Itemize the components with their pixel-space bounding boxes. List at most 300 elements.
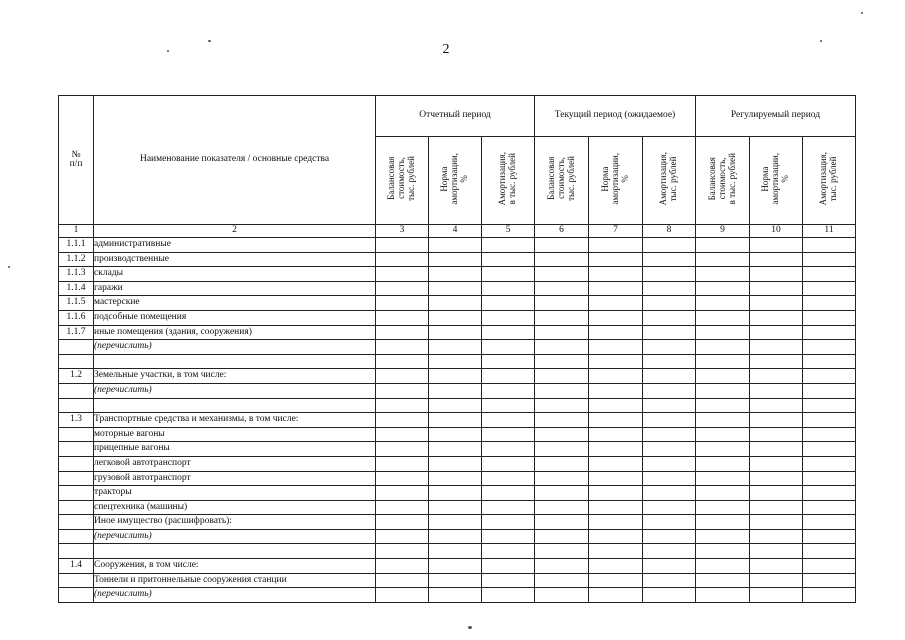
value-cell[interactable] <box>589 559 643 574</box>
value-cell[interactable] <box>589 588 643 603</box>
value-cell[interactable] <box>750 267 803 282</box>
value-cell[interactable] <box>535 267 589 282</box>
value-cell[interactable] <box>589 529 643 544</box>
column-number: 10 <box>750 225 803 238</box>
value-cell[interactable] <box>429 252 482 267</box>
value-cell[interactable] <box>535 471 589 486</box>
value-cell[interactable] <box>376 296 429 311</box>
value-cell[interactable] <box>589 515 643 530</box>
value-cell[interactable] <box>429 559 482 574</box>
value-cell[interactable] <box>643 267 696 282</box>
value-cell[interactable] <box>429 281 482 296</box>
value-cell[interactable] <box>429 573 482 588</box>
value-cell[interactable] <box>696 471 750 486</box>
value-cell[interactable] <box>376 398 429 413</box>
row-name: иные помещения (здания, сооружения) <box>94 325 376 340</box>
value-cell[interactable] <box>482 398 535 413</box>
value-cell[interactable] <box>750 515 803 530</box>
value-cell[interactable] <box>376 267 429 282</box>
column-number: 9 <box>696 225 750 238</box>
value-cell[interactable] <box>803 413 856 428</box>
value-cell[interactable] <box>696 559 750 574</box>
value-cell[interactable] <box>750 529 803 544</box>
value-cell[interactable] <box>535 442 589 457</box>
table-row <box>59 442 856 457</box>
value-cell[interactable] <box>376 515 429 530</box>
value-cell[interactable] <box>589 413 643 428</box>
value-cell[interactable] <box>750 383 803 398</box>
row-name: Сооружения, в том числе: <box>94 559 376 574</box>
value-cell[interactable] <box>429 515 482 530</box>
value-cell[interactable] <box>535 456 589 471</box>
value-cell[interactable] <box>482 573 535 588</box>
column-number: 3 <box>376 225 429 238</box>
value-cell[interactable] <box>589 500 643 515</box>
value-cell[interactable] <box>429 456 482 471</box>
value-cell[interactable] <box>589 427 643 442</box>
value-cell[interactable] <box>803 267 856 282</box>
table-row <box>59 427 856 442</box>
table-row <box>59 369 856 384</box>
value-cell[interactable] <box>482 413 535 428</box>
value-cell[interactable] <box>376 588 429 603</box>
value-cell[interactable] <box>376 559 429 574</box>
value-cell[interactable] <box>750 310 803 325</box>
value-cell[interactable] <box>376 413 429 428</box>
row-number <box>59 515 94 530</box>
value-cell[interactable] <box>589 544 643 559</box>
subheader-cell: Амортизация, в тыс. рублей <box>482 137 535 225</box>
value-cell[interactable] <box>589 296 643 311</box>
value-cell[interactable] <box>535 500 589 515</box>
value-cell[interactable] <box>750 559 803 574</box>
table-row <box>59 310 856 325</box>
value-cell[interactable] <box>589 398 643 413</box>
scan-speck <box>820 40 822 42</box>
value-cell[interactable] <box>535 296 589 311</box>
scan-speck <box>167 50 169 52</box>
value-cell[interactable] <box>535 325 589 340</box>
value-cell[interactable] <box>696 500 750 515</box>
value-cell[interactable] <box>376 529 429 544</box>
column-number: 7 <box>589 225 643 238</box>
value-cell[interactable] <box>535 281 589 296</box>
value-cell[interactable] <box>750 238 803 253</box>
value-cell[interactable] <box>643 296 696 311</box>
value-cell[interactable] <box>696 515 750 530</box>
value-cell[interactable] <box>803 383 856 398</box>
row-number <box>59 471 94 486</box>
value-cell[interactable] <box>696 267 750 282</box>
row-name: моторные вагоны <box>94 427 376 442</box>
row-number: 1.1.6 <box>59 310 94 325</box>
value-cell[interactable] <box>482 427 535 442</box>
value-cell[interactable] <box>429 267 482 282</box>
value-cell[interactable] <box>589 238 643 253</box>
row-number: 1.1.4 <box>59 281 94 296</box>
row-number: 1.1.2 <box>59 252 94 267</box>
value-cell[interactable] <box>429 529 482 544</box>
value-cell[interactable] <box>482 369 535 384</box>
value-cell[interactable] <box>589 281 643 296</box>
value-cell[interactable] <box>482 340 535 355</box>
value-cell[interactable] <box>696 573 750 588</box>
value-cell[interactable] <box>429 238 482 253</box>
value-cell[interactable] <box>482 442 535 457</box>
subheader-cell: Амортизация, тыс. рублей <box>643 137 696 225</box>
value-cell[interactable] <box>535 427 589 442</box>
row-name: Иное имущество (расшифровать): <box>94 515 376 530</box>
value-cell[interactable] <box>535 238 589 253</box>
value-cell[interactable] <box>535 340 589 355</box>
value-cell[interactable] <box>803 340 856 355</box>
column-number: 6 <box>535 225 589 238</box>
value-cell[interactable] <box>589 252 643 267</box>
value-cell[interactable] <box>803 369 856 384</box>
value-cell[interactable] <box>803 456 856 471</box>
value-cell[interactable] <box>589 340 643 355</box>
value-cell[interactable] <box>376 310 429 325</box>
value-cell[interactable] <box>535 486 589 501</box>
table-row <box>59 238 856 253</box>
value-cell[interactable] <box>482 529 535 544</box>
value-cell[interactable] <box>696 427 750 442</box>
value-cell[interactable] <box>535 252 589 267</box>
value-cell[interactable] <box>376 442 429 457</box>
value-cell[interactable] <box>429 325 482 340</box>
value-cell[interactable] <box>482 500 535 515</box>
value-cell[interactable] <box>482 471 535 486</box>
value-cell[interactable] <box>696 486 750 501</box>
value-cell[interactable] <box>643 500 696 515</box>
value-cell[interactable] <box>589 573 643 588</box>
value-cell[interactable] <box>803 529 856 544</box>
subheader-cell: Амортизация, тыс. рублей <box>803 137 856 225</box>
value-cell[interactable] <box>803 281 856 296</box>
value-cell[interactable] <box>750 573 803 588</box>
value-cell[interactable] <box>643 369 696 384</box>
value-cell[interactable] <box>376 383 429 398</box>
value-cell[interactable] <box>696 325 750 340</box>
value-cell[interactable] <box>376 354 429 369</box>
value-cell[interactable] <box>750 281 803 296</box>
value-cell[interactable] <box>429 427 482 442</box>
value-cell[interactable] <box>643 310 696 325</box>
value-cell[interactable] <box>535 354 589 369</box>
value-cell[interactable] <box>535 398 589 413</box>
value-cell[interactable] <box>750 325 803 340</box>
table-row <box>59 559 856 574</box>
value-cell[interactable] <box>376 340 429 355</box>
value-cell[interactable] <box>750 398 803 413</box>
scan-speck <box>208 40 211 42</box>
fixed-assets-table <box>58 95 856 603</box>
subheader-cell: Балансовая стоимость, тыс. рублей <box>376 137 429 225</box>
value-cell[interactable] <box>482 515 535 530</box>
value-cell[interactable] <box>696 544 750 559</box>
table-row <box>59 529 856 544</box>
row-name: (перечислить) <box>94 529 376 544</box>
value-cell[interactable] <box>589 442 643 457</box>
value-cell[interactable] <box>643 413 696 428</box>
value-cell[interactable] <box>429 588 482 603</box>
value-cell[interactable] <box>803 252 856 267</box>
value-cell[interactable] <box>535 544 589 559</box>
row-name: грузовой автотранспорт <box>94 471 376 486</box>
value-cell[interactable] <box>429 340 482 355</box>
value-cell[interactable] <box>535 529 589 544</box>
subheader-cell: Балансовая стоимость, в тыс. рублей <box>696 137 750 225</box>
value-cell[interactable] <box>643 559 696 574</box>
value-cell[interactable] <box>429 296 482 311</box>
scan-speck <box>861 12 863 14</box>
subheader-cell: Норма амортизации, % <box>429 137 482 225</box>
table-row <box>59 398 856 413</box>
value-cell[interactable] <box>535 369 589 384</box>
value-cell[interactable] <box>482 354 535 369</box>
value-cell[interactable] <box>535 573 589 588</box>
value-cell[interactable] <box>696 238 750 253</box>
value-cell[interactable] <box>803 573 856 588</box>
value-cell[interactable] <box>643 529 696 544</box>
value-cell[interactable] <box>376 369 429 384</box>
value-cell[interactable] <box>376 500 429 515</box>
value-cell[interactable] <box>696 369 750 384</box>
value-cell[interactable] <box>643 442 696 457</box>
row-name: производственные <box>94 252 376 267</box>
column-number-row <box>59 225 856 238</box>
group-header-current: Текущий период (ожидаемое) <box>535 96 696 137</box>
value-cell[interactable] <box>803 398 856 413</box>
value-cell[interactable] <box>589 267 643 282</box>
value-cell[interactable] <box>803 588 856 603</box>
value-cell[interactable] <box>803 238 856 253</box>
value-cell[interactable] <box>482 281 535 296</box>
value-cell[interactable] <box>643 325 696 340</box>
value-cell[interactable] <box>535 559 589 574</box>
row-name: прицепные вагоны <box>94 442 376 457</box>
value-cell[interactable] <box>750 340 803 355</box>
value-cell[interactable] <box>429 369 482 384</box>
value-cell[interactable] <box>589 471 643 486</box>
value-cell[interactable] <box>535 413 589 428</box>
value-cell[interactable] <box>429 486 482 501</box>
value-cell[interactable] <box>429 544 482 559</box>
table-row <box>59 515 856 530</box>
value-cell[interactable] <box>376 573 429 588</box>
value-cell[interactable] <box>643 588 696 603</box>
value-cell[interactable] <box>696 310 750 325</box>
row-name: административные <box>94 238 376 253</box>
value-cell[interactable] <box>643 398 696 413</box>
value-cell[interactable] <box>643 456 696 471</box>
value-cell[interactable] <box>376 252 429 267</box>
value-cell[interactable] <box>589 383 643 398</box>
row-number: 1.1.3 <box>59 267 94 282</box>
value-cell[interactable] <box>589 456 643 471</box>
value-cell[interactable] <box>643 281 696 296</box>
value-cell[interactable] <box>482 310 535 325</box>
value-cell[interactable] <box>376 238 429 253</box>
subheader-cell: Норма амортизации, % <box>750 137 803 225</box>
value-cell[interactable] <box>535 383 589 398</box>
value-cell[interactable] <box>482 296 535 311</box>
value-cell[interactable] <box>750 442 803 457</box>
value-cell[interactable] <box>589 325 643 340</box>
value-cell[interactable] <box>803 325 856 340</box>
row-name: гаражи <box>94 281 376 296</box>
row-number <box>59 544 94 559</box>
value-cell[interactable] <box>376 486 429 501</box>
value-cell[interactable] <box>589 354 643 369</box>
value-cell[interactable] <box>643 238 696 253</box>
value-cell[interactable] <box>376 281 429 296</box>
value-cell[interactable] <box>535 310 589 325</box>
value-cell[interactable] <box>535 515 589 530</box>
group-header-reporting: Отчетный период <box>376 96 535 137</box>
value-cell[interactable] <box>750 544 803 559</box>
row-number <box>59 500 94 515</box>
value-cell[interactable] <box>643 573 696 588</box>
value-cell[interactable] <box>750 413 803 428</box>
value-cell[interactable] <box>750 471 803 486</box>
value-cell[interactable] <box>750 486 803 501</box>
value-cell[interactable] <box>696 383 750 398</box>
row-name: мастерские <box>94 296 376 311</box>
value-cell[interactable] <box>750 296 803 311</box>
row-number <box>59 383 94 398</box>
value-cell[interactable] <box>750 500 803 515</box>
value-cell[interactable] <box>376 456 429 471</box>
row-number: 1.3 <box>59 413 94 428</box>
column-number: 2 <box>94 225 376 238</box>
value-cell[interactable] <box>696 340 750 355</box>
value-cell[interactable] <box>376 325 429 340</box>
value-cell[interactable] <box>803 296 856 311</box>
value-cell[interactable] <box>643 544 696 559</box>
table-row <box>59 544 856 559</box>
value-cell[interactable] <box>482 544 535 559</box>
value-cell[interactable] <box>482 383 535 398</box>
value-cell[interactable] <box>429 413 482 428</box>
value-cell[interactable] <box>429 500 482 515</box>
value-cell[interactable] <box>803 310 856 325</box>
value-cell[interactable] <box>803 515 856 530</box>
num-header: № п/п <box>59 96 94 225</box>
row-name: (перечислить) <box>94 588 376 603</box>
value-cell[interactable] <box>696 529 750 544</box>
row-number <box>59 354 94 369</box>
value-cell[interactable] <box>429 442 482 457</box>
table-row <box>59 296 856 311</box>
table-row <box>59 340 856 355</box>
row-name: (перечислить) <box>94 383 376 398</box>
value-cell[interactable] <box>482 238 535 253</box>
value-cell[interactable] <box>482 588 535 603</box>
value-cell[interactable] <box>696 281 750 296</box>
value-cell[interactable] <box>376 544 429 559</box>
value-cell[interactable] <box>589 486 643 501</box>
value-cell[interactable] <box>750 427 803 442</box>
value-cell[interactable] <box>803 442 856 457</box>
value-cell[interactable] <box>803 544 856 559</box>
value-cell[interactable] <box>750 354 803 369</box>
value-cell[interactable] <box>482 456 535 471</box>
value-cell[interactable] <box>696 296 750 311</box>
value-cell[interactable] <box>429 310 482 325</box>
value-cell[interactable] <box>696 398 750 413</box>
value-cell[interactable] <box>750 369 803 384</box>
value-cell[interactable] <box>643 486 696 501</box>
row-name <box>94 354 376 369</box>
value-cell[interactable] <box>803 559 856 574</box>
row-name <box>94 544 376 559</box>
value-cell[interactable] <box>429 398 482 413</box>
table-row <box>59 500 856 515</box>
value-cell[interactable] <box>696 456 750 471</box>
table-row <box>59 413 856 428</box>
value-cell[interactable] <box>696 588 750 603</box>
value-cell[interactable] <box>589 310 643 325</box>
row-number <box>59 398 94 413</box>
value-cell[interactable] <box>429 383 482 398</box>
value-cell[interactable] <box>643 252 696 267</box>
value-cell[interactable] <box>803 427 856 442</box>
value-cell[interactable] <box>589 369 643 384</box>
value-cell[interactable] <box>803 354 856 369</box>
scan-speck <box>468 626 472 629</box>
row-number <box>59 456 94 471</box>
row-number <box>59 442 94 457</box>
value-cell[interactable] <box>803 471 856 486</box>
value-cell[interactable] <box>376 427 429 442</box>
value-cell[interactable] <box>482 325 535 340</box>
row-number: 1.4 <box>59 559 94 574</box>
value-cell[interactable] <box>643 427 696 442</box>
column-number: 4 <box>429 225 482 238</box>
value-cell[interactable] <box>750 252 803 267</box>
value-cell[interactable] <box>482 559 535 574</box>
value-cell[interactable] <box>803 486 856 501</box>
name-header: Наименование показателя / основные средства <box>94 96 376 225</box>
row-name: легковой автотранспорт <box>94 456 376 471</box>
value-cell[interactable] <box>429 354 482 369</box>
value-cell[interactable] <box>643 340 696 355</box>
value-cell[interactable] <box>696 354 750 369</box>
column-number: 11 <box>803 225 856 238</box>
value-cell[interactable] <box>429 471 482 486</box>
row-name: подсобные помещения <box>94 310 376 325</box>
value-cell[interactable] <box>376 471 429 486</box>
value-cell[interactable] <box>482 252 535 267</box>
value-cell[interactable] <box>482 267 535 282</box>
value-cell[interactable] <box>696 252 750 267</box>
value-cell[interactable] <box>803 500 856 515</box>
row-number <box>59 529 94 544</box>
table-row <box>59 354 856 369</box>
value-cell[interactable] <box>643 354 696 369</box>
value-cell[interactable] <box>643 515 696 530</box>
value-cell[interactable] <box>696 413 750 428</box>
value-cell[interactable] <box>750 456 803 471</box>
row-number: 1.1.7 <box>59 325 94 340</box>
value-cell[interactable] <box>535 588 589 603</box>
value-cell[interactable] <box>643 383 696 398</box>
value-cell[interactable] <box>750 588 803 603</box>
value-cell[interactable] <box>482 486 535 501</box>
value-cell[interactable] <box>643 471 696 486</box>
value-cell[interactable] <box>696 442 750 457</box>
